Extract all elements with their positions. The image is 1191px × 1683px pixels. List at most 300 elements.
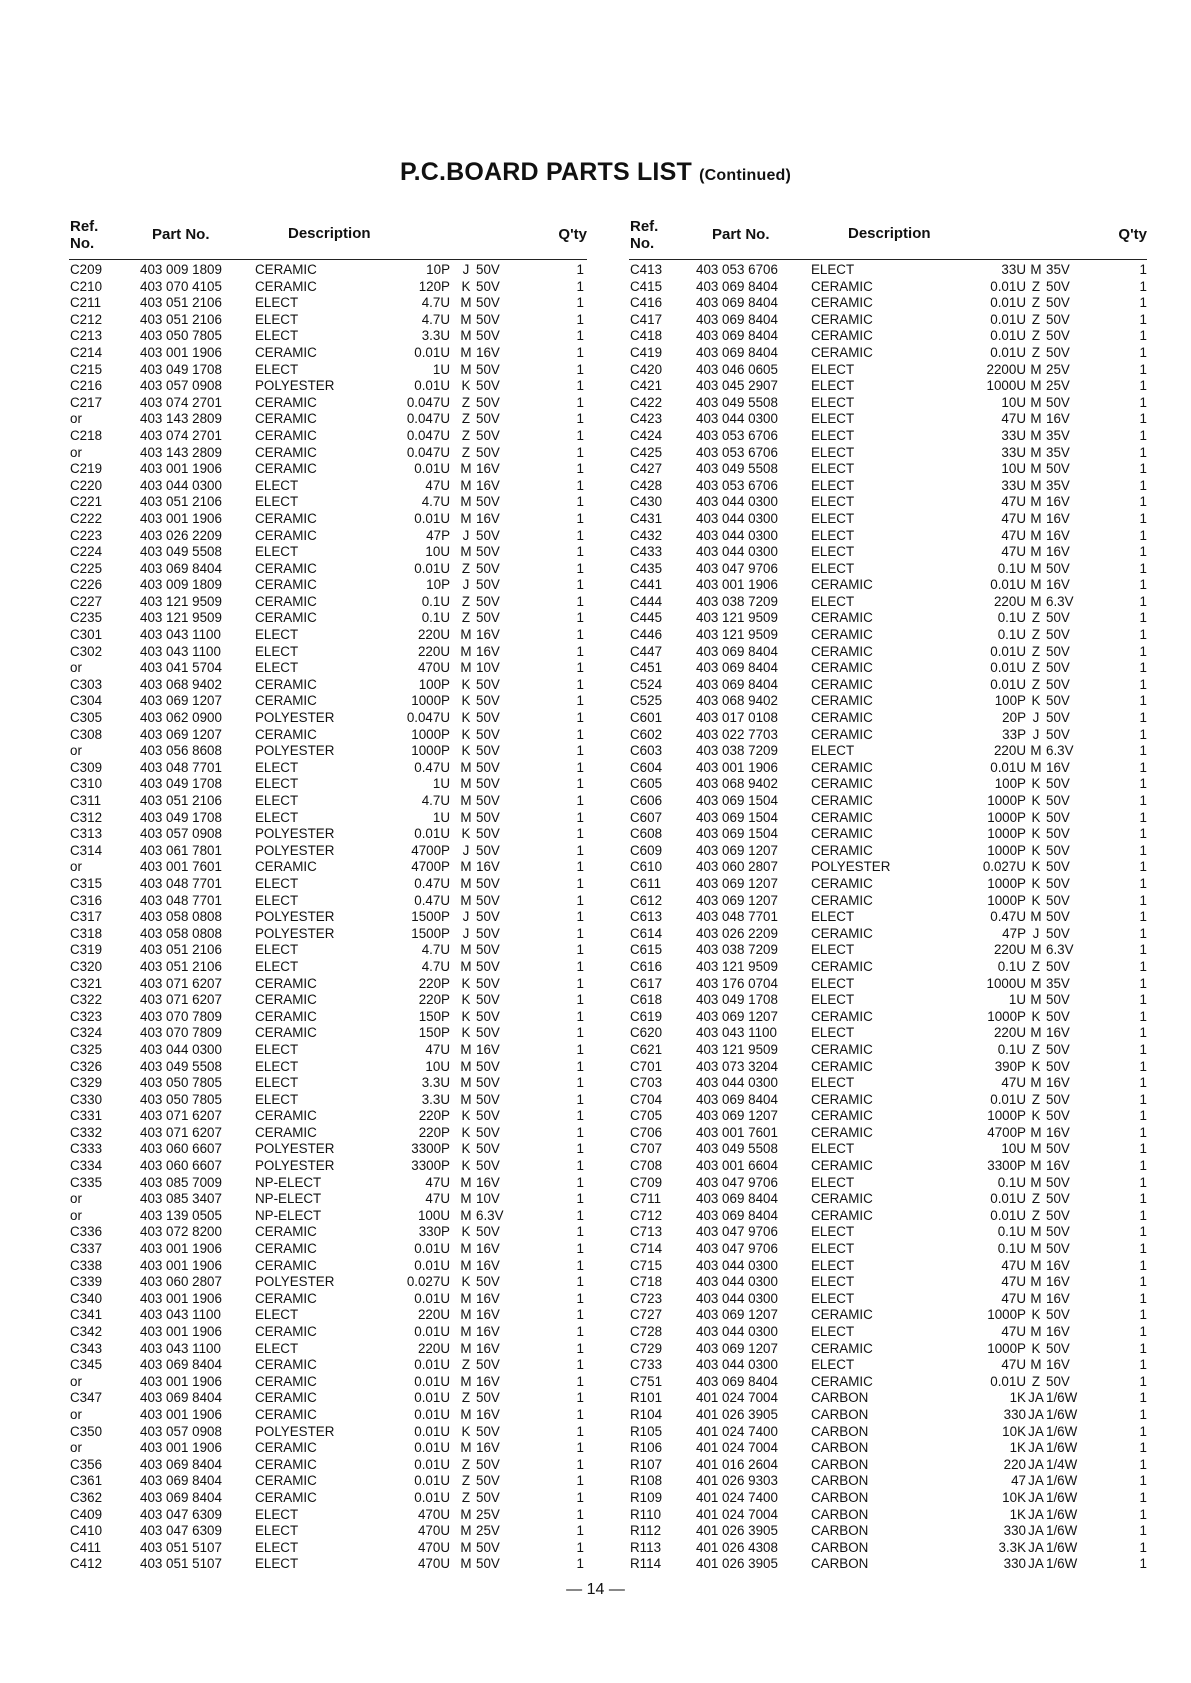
rating: 16V <box>1046 1158 1070 1174</box>
ref-no: C312 <box>70 809 103 825</box>
ref-no: C343 <box>70 1340 103 1356</box>
component-type: CERAMIC <box>255 610 317 626</box>
table-row <box>629 1341 1147 1358</box>
part-no: 401 016 2604 <box>696 1456 778 1472</box>
part-no: 403 074 2701 <box>140 394 222 410</box>
ref-no: C305 <box>70 710 103 726</box>
part-no: 403 043 1100 <box>140 643 221 659</box>
table-row <box>629 776 1147 793</box>
header-qty: Q'ty <box>1118 226 1147 243</box>
rating: 1/6W <box>1046 1523 1078 1539</box>
tolerance: K <box>461 1158 471 1174</box>
component-type: CERAMIC <box>255 1456 317 1472</box>
value: 10U <box>425 544 450 560</box>
quantity: 1 <box>576 311 584 327</box>
table-row <box>629 345 1147 362</box>
tolerance: M <box>1030 1357 1042 1373</box>
rating: 1/6W <box>1046 1489 1078 1505</box>
component-type: POLYESTER <box>255 925 335 941</box>
parts-table-right <box>629 212 1147 1573</box>
ref-no: C421 <box>630 378 663 394</box>
component-type: ELECT <box>811 1274 855 1290</box>
component-type: CERAMIC <box>811 1041 873 1057</box>
component-type: CERAMIC <box>255 975 317 991</box>
component-type: ELECT <box>811 361 855 377</box>
table-row <box>629 411 1147 428</box>
rating: 25V <box>476 1523 500 1539</box>
tolerance: M <box>460 311 472 327</box>
component-type: ELECT <box>811 1241 855 1257</box>
ref-no: C303 <box>70 676 103 692</box>
ref-no: C425 <box>630 444 663 460</box>
table-row <box>69 810 587 827</box>
value: 47U <box>1001 544 1026 560</box>
rating: 16V <box>1046 510 1070 526</box>
component-type: CERAMIC <box>255 577 317 593</box>
table-row <box>629 1191 1147 1208</box>
ref-no: C409 <box>70 1506 103 1522</box>
ref-no: C319 <box>70 942 103 958</box>
value: 1000P <box>987 842 1026 858</box>
quantity: 1 <box>576 975 584 991</box>
tolerance: M <box>1030 444 1042 460</box>
component-type: POLYESTER <box>255 1158 335 1174</box>
value: 0.1U <box>997 958 1026 974</box>
quantity: 1 <box>576 1158 584 1174</box>
tolerance: Z <box>1031 1041 1041 1057</box>
quantity: 1 <box>1139 1141 1147 1157</box>
value: 10K <box>1002 1423 1026 1439</box>
table-row <box>629 1440 1147 1457</box>
table-row <box>69 1523 587 1540</box>
component-type: CERAMIC <box>811 1091 873 1107</box>
table-row <box>629 544 1147 561</box>
quantity: 1 <box>1139 958 1147 974</box>
tolerance: M <box>460 344 472 360</box>
component-type: CERAMIC <box>811 328 873 344</box>
rating: 50V <box>1046 1174 1070 1190</box>
table-row <box>629 1175 1147 1192</box>
quantity: 1 <box>1139 759 1147 775</box>
quantity: 1 <box>1139 1456 1147 1472</box>
ref-no: C447 <box>630 643 663 659</box>
table-row <box>629 727 1147 744</box>
part-no: 403 049 5508 <box>696 461 778 477</box>
part-no: 401 024 7400 <box>696 1489 778 1505</box>
ref-no: R108 <box>630 1473 663 1489</box>
value: 1000P <box>987 1008 1026 1024</box>
table-row <box>629 1357 1147 1374</box>
component-type: CARBON <box>811 1506 869 1522</box>
table-row <box>629 942 1147 959</box>
quantity: 1 <box>1139 593 1147 609</box>
ref-no: C335 <box>70 1174 103 1190</box>
rating: 50V <box>476 875 500 891</box>
value: 220U <box>993 942 1026 958</box>
part-no: 403 001 1906 <box>140 510 222 526</box>
part-no: 403 053 6706 <box>696 262 778 277</box>
rating: 50V <box>476 892 500 908</box>
table-row <box>629 1059 1147 1076</box>
quantity: 1 <box>576 1274 584 1290</box>
quantity: 1 <box>576 394 584 410</box>
rating: 50V <box>476 328 500 344</box>
ref-no: C704 <box>630 1091 663 1107</box>
table-row <box>69 942 587 959</box>
value: 220P <box>418 1108 450 1124</box>
part-no: 403 049 1708 <box>140 809 222 825</box>
component-type: ELECT <box>811 544 855 560</box>
rating: 50V <box>476 1008 500 1024</box>
tolerance: M <box>460 1523 472 1539</box>
table-row <box>69 345 587 362</box>
tolerance: M <box>1030 361 1042 377</box>
rating: 50V <box>1046 776 1070 792</box>
part-no: 403 001 7601 <box>140 859 222 875</box>
tolerance: JA <box>1028 1473 1044 1489</box>
component-type: CERAMIC <box>255 859 317 875</box>
part-no: 403 001 1906 <box>140 1324 222 1339</box>
component-type: ELECT <box>255 1340 299 1356</box>
value: 0.01U <box>990 660 1026 676</box>
component-type: CARBON <box>811 1423 869 1439</box>
component-type: CARBON <box>811 1539 869 1555</box>
table-row <box>629 494 1147 511</box>
ref-no: R112 <box>630 1523 662 1539</box>
quantity: 1 <box>1139 1091 1147 1107</box>
value: 0.01U <box>990 643 1026 659</box>
quantity: 1 <box>576 295 584 311</box>
part-no: 403 043 1100 <box>140 1340 221 1356</box>
value: 4.7U <box>421 942 450 958</box>
component-type: ELECT <box>811 427 855 443</box>
tolerance: K <box>461 975 471 991</box>
table-row <box>69 1407 587 1424</box>
table-row <box>69 1009 587 1026</box>
part-no: 403 044 0300 <box>696 1357 778 1373</box>
component-type: CERAMIC <box>255 394 317 410</box>
title-text: P.C.BOARD PARTS LIST <box>399 158 692 186</box>
tolerance: J <box>1032 925 1040 941</box>
quantity: 1 <box>576 660 584 676</box>
component-type: CERAMIC <box>255 1257 317 1273</box>
ref-no: C315 <box>70 875 103 891</box>
value: 4.7U <box>421 793 450 808</box>
ref-no: C350 <box>70 1423 103 1439</box>
quantity: 1 <box>1139 743 1147 759</box>
component-type: CERAMIC <box>255 726 317 742</box>
part-no: 403 017 0108 <box>696 710 778 726</box>
value: 1000P <box>987 1108 1026 1124</box>
value: 330 <box>1003 1556 1026 1572</box>
quantity: 1 <box>576 461 584 477</box>
tolerance: M <box>460 1506 472 1522</box>
rating: 50V <box>1046 328 1070 344</box>
value: 2200U <box>986 361 1026 377</box>
component-type: ELECT <box>811 510 855 526</box>
tolerance: K <box>461 1108 471 1124</box>
rating: 50V <box>1046 610 1070 626</box>
tolerance: M <box>1030 510 1042 526</box>
component-type: CERAMIC <box>811 660 873 676</box>
quantity: 1 <box>1139 793 1147 808</box>
table-row <box>629 1009 1147 1026</box>
table-row <box>629 893 1147 910</box>
quantity: 1 <box>1139 676 1147 692</box>
tolerance: Z <box>1031 328 1041 344</box>
table-row <box>629 710 1147 727</box>
part-no: 403 058 0808 <box>140 909 222 925</box>
component-type: CERAMIC <box>255 278 317 294</box>
table-row <box>629 1556 1147 1573</box>
rating: 50V <box>476 1058 500 1074</box>
component-type: ELECT <box>811 394 855 410</box>
header-rule <box>629 259 1147 260</box>
value: 10P <box>426 262 450 277</box>
part-no: 403 001 1906 <box>140 344 222 360</box>
quantity: 1 <box>576 1091 584 1107</box>
ref-no: C431 <box>630 510 663 526</box>
rating: 50V <box>476 427 500 443</box>
component-type: CERAMIC <box>811 710 873 726</box>
quantity: 1 <box>1139 344 1147 360</box>
part-no: 403 069 8404 <box>696 643 778 659</box>
rating: 50V <box>476 710 500 726</box>
value: 47 <box>1011 1473 1026 1489</box>
part-no: 403 060 6607 <box>140 1158 222 1174</box>
rating: 16V <box>476 1257 500 1273</box>
table-row <box>69 461 587 478</box>
tolerance: M <box>460 1257 472 1273</box>
table-row <box>629 1274 1147 1291</box>
ref-no: C345 <box>70 1357 103 1373</box>
rating: 16V <box>476 1241 500 1257</box>
tolerance: M <box>1030 942 1042 958</box>
quantity: 1 <box>1139 411 1147 427</box>
table-row <box>629 1241 1147 1258</box>
value: 0.1U <box>997 1224 1026 1240</box>
part-no: 403 085 7009 <box>140 1174 222 1190</box>
rating: 25V <box>476 1506 500 1522</box>
component-type: ELECT <box>811 1174 855 1190</box>
ref-no: C227 <box>70 593 103 609</box>
ref-no: C219 <box>70 461 103 477</box>
quantity: 1 <box>576 1489 584 1505</box>
ref-no: C606 <box>630 793 663 808</box>
header-description: Description <box>288 225 371 242</box>
table-row <box>629 395 1147 412</box>
value: 220P <box>418 975 450 991</box>
tolerance: JA <box>1028 1523 1044 1539</box>
quantity: 1 <box>576 743 584 759</box>
rating: 16V <box>476 510 500 526</box>
tolerance: K <box>461 1423 471 1439</box>
tolerance: M <box>460 776 472 792</box>
table-row <box>69 1507 587 1524</box>
value: 0.01U <box>414 560 450 576</box>
rating: 35V <box>1046 975 1070 991</box>
rating: 50V <box>476 1091 500 1107</box>
part-no: 403 069 1207 <box>696 1008 778 1024</box>
value: 150P <box>418 1008 450 1024</box>
part-no: 403 071 6207 <box>140 975 222 991</box>
part-no: 403 085 3407 <box>140 1191 222 1207</box>
ref-no: or <box>70 859 82 875</box>
component-type: ELECT <box>811 1257 855 1273</box>
ref-no: C610 <box>630 859 663 875</box>
tolerance: M <box>1030 975 1042 991</box>
part-no: 403 071 6207 <box>140 1124 222 1140</box>
rating: 16V <box>476 461 500 477</box>
component-type: CARBON <box>811 1473 869 1489</box>
value: 0.01U <box>990 328 1026 344</box>
table-row <box>629 677 1147 694</box>
value: 1000P <box>411 726 450 742</box>
tolerance: M <box>460 1340 472 1356</box>
rating: 50V <box>476 992 500 1008</box>
value: 1U <box>432 361 450 377</box>
rating: 50V <box>476 1489 500 1505</box>
ref-no: C332 <box>70 1124 103 1140</box>
part-no: 403 001 1906 <box>140 1241 222 1257</box>
value: 0.027U <box>982 859 1026 875</box>
part-no: 403 022 7703 <box>696 726 778 742</box>
part-no: 403 009 1809 <box>140 262 222 277</box>
tolerance: M <box>460 1041 472 1057</box>
component-type: ELECT <box>255 892 299 908</box>
component-type: CERAMIC <box>255 1241 317 1257</box>
tolerance: K <box>1031 1340 1041 1356</box>
ref-no: C216 <box>70 378 103 394</box>
part-no: 403 069 8404 <box>696 295 778 311</box>
rating: 50V <box>476 975 500 991</box>
table-row <box>69 411 587 428</box>
rating: 50V <box>1046 627 1070 643</box>
rating: 50V <box>476 1108 500 1124</box>
quantity: 1 <box>1139 1506 1147 1522</box>
value: 3.3U <box>421 1075 450 1091</box>
part-no: 403 057 0908 <box>140 826 222 842</box>
tolerance: M <box>1030 1075 1042 1091</box>
part-no: 403 121 9509 <box>140 593 222 609</box>
value: 4700P <box>411 842 450 858</box>
ref-no: R113 <box>630 1539 662 1555</box>
component-type: CERAMIC <box>255 1357 317 1373</box>
component-type: ELECT <box>255 477 299 493</box>
quantity: 1 <box>1139 1423 1147 1439</box>
part-no: 403 051 5107 <box>140 1539 222 1555</box>
part-no: 403 051 2106 <box>140 295 222 311</box>
part-no: 403 050 7805 <box>140 328 222 344</box>
part-no: 403 001 1906 <box>140 1373 222 1389</box>
quantity: 1 <box>576 942 584 958</box>
component-type: ELECT <box>811 1290 855 1306</box>
component-type: CERAMIC <box>255 411 317 427</box>
rating: 50V <box>476 925 500 941</box>
tolerance: K <box>1031 1008 1041 1024</box>
part-no: 403 047 9706 <box>696 560 778 576</box>
tolerance: K <box>461 693 471 709</box>
quantity: 1 <box>576 992 584 1008</box>
tolerance: M <box>460 859 472 875</box>
ref-no: C211 <box>70 295 102 311</box>
rating: 16V <box>476 643 500 659</box>
component-type: CARBON <box>811 1556 869 1572</box>
rating: 50V <box>476 793 500 808</box>
tolerance: K <box>1031 842 1041 858</box>
rating: 50V <box>476 278 500 294</box>
rating: 50V <box>1046 311 1070 327</box>
value: 0.027U <box>406 1274 450 1290</box>
page-title <box>0 158 1191 187</box>
table-row <box>629 328 1147 345</box>
quantity: 1 <box>1139 1440 1147 1456</box>
value: 1000U <box>986 975 1026 991</box>
part-no: 401 026 3905 <box>696 1406 778 1422</box>
quantity: 1 <box>576 444 584 460</box>
part-no: 403 051 2106 <box>140 311 222 327</box>
quantity: 1 <box>576 776 584 792</box>
part-no: 403 121 9509 <box>696 610 778 626</box>
tolerance: M <box>460 875 472 891</box>
component-type: CERAMIC <box>255 1290 317 1306</box>
component-type: ELECT <box>811 992 855 1008</box>
tolerance: K <box>1031 1307 1041 1323</box>
value: 0.1U <box>997 1174 1026 1190</box>
value: 0.01U <box>990 759 1026 775</box>
rating: 50V <box>476 1539 500 1555</box>
rating: 50V <box>1046 1058 1070 1074</box>
part-no: 403 121 9509 <box>696 1041 778 1057</box>
quantity: 1 <box>576 892 584 908</box>
part-no: 403 074 2701 <box>140 427 222 443</box>
value: 47U <box>1001 1257 1026 1273</box>
component-type: POLYESTER <box>255 743 335 759</box>
part-no: 403 051 2106 <box>140 958 222 974</box>
tolerance: M <box>1030 477 1042 493</box>
rating: 50V <box>1046 1340 1070 1356</box>
component-type: CERAMIC <box>255 1406 317 1422</box>
component-type: ELECT <box>811 461 855 477</box>
value: 33P <box>1002 726 1026 742</box>
table-row <box>629 528 1147 545</box>
table-row <box>629 445 1147 462</box>
ref-no: C418 <box>630 328 663 344</box>
part-no: 403 001 1906 <box>140 1406 222 1422</box>
table-row <box>69 793 587 810</box>
tolerance: Z <box>461 1489 471 1505</box>
rating: 16V <box>1046 1075 1070 1091</box>
quantity: 1 <box>576 909 584 925</box>
part-no: 403 143 2809 <box>140 411 222 427</box>
tolerance: JA <box>1028 1506 1044 1522</box>
quantity: 1 <box>1139 361 1147 377</box>
component-type: CERAMIC <box>255 510 317 526</box>
header-rule <box>69 259 587 260</box>
tolerance: M <box>1030 1124 1042 1140</box>
ref-no: R101 <box>630 1390 663 1406</box>
value: 0.01U <box>414 1440 450 1456</box>
quantity: 1 <box>576 477 584 493</box>
table-row <box>629 1224 1147 1241</box>
tolerance: Z <box>1031 278 1041 294</box>
rating: 1/6W <box>1046 1423 1078 1439</box>
rating: 16V <box>476 1324 500 1339</box>
tolerance: M <box>460 627 472 643</box>
quantity: 1 <box>1139 859 1147 875</box>
table-row <box>69 644 587 661</box>
value: 330P <box>418 1224 450 1240</box>
